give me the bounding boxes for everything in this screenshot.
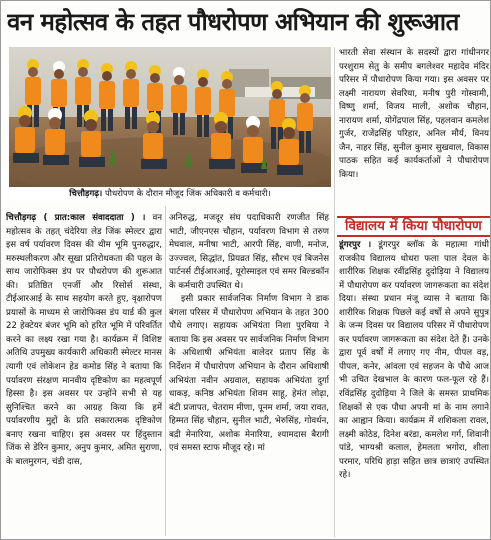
article-column-3-bottom — [339, 239, 489, 539]
body-text: वन महोत्सव के तहत् चंदेरिया लेड जिंक स्मेल्टर द्वारा इस वर्ष पर्यावरण दिवस की थीम भूमि पुनरुद्धार, मरुस्थलीकरण और सूखा प्रतिरोधकता की पहल के साथ जारोफिक्स डंप पर पौधरोपण की शुरूआत की। प्रतिष्ठित एनर्जी और रिसोर्स संस्था, टीईआरआई के साथ सहयोग करते हुए, वृक्षारोपण प्रयासों के माध्यम से जारोफिक्स डंप यार्ड की कुल 22 हेक्टेयर बंजर भूमि को हरित भूमि में परिवर्तित करने का लक्ष्य रखा गया है। कार्यक्रम में विशिष्ट अतिथि उपमुख्य कार्यकारी अधिकारी स्मेल्टर मानस त्यागी एवं लोकेशन हेड कमोड सिंह ने बताया कि पर्यावरण संरक्षण मानवीय दृष्टिकोण का महत्वपूर्ण हिस्सा है। इस अवसर पर उन्होंने सभी से यह सुनिश्चित करने का आग्रह किया कि हमें पर्यावरणीय मुद्दों के प्रति सकारात्मक दृष्टिकोण बनाए रखना चाहिए। इस अवसर पर हिंदुस्तान जिंक से डेरिन कुमार, अनुप कुमार, अमित सुराणा, के बालमुरगन, चंडी दास, — [6, 213, 162, 467]
article-column-2 — [169, 212, 329, 538]
news-photo — [9, 47, 331, 193]
dateline: चित्तौड़गढ़ ( प्रात:काल संवाददाता ) । — [6, 213, 146, 223]
article-column-1 — [6, 212, 162, 538]
body-text: इसी प्रकार सार्वजनिक निर्माण विभाग ने डाक बंगला परिसर में पौधारोपण अभियान के तहत 300 पौधे लगाए। सहायक अभियंता निशा पुरबिया ने बताया कि इस अवसर पर सार्वजनिक निर्माण विभाग के अधिशाषी अभियंता बालेदर प्रताप सिंह के निर्देशन में पौधारोपण अभियान के दौरान अधिशाषी अभियंता नवीन अग्रवाल, सहायक अभियंता दुर्गा धाकड़, कनिष्ठ अभियंता शिवम साहू, हेमंत लोढ़ा, बंटी प्रजापत, चेतराम मीणा, पूनम शर्मा, जया रावत, हिम्मत सिंह चौहान, सुनील भाटी, भेरुसिंह, गोवर्धन, बद्री मेनारिया, अशोक मेनारिया, श्यामदास बैरागी एवं समस्त स्टाफ मौजूद रहे। मां — [169, 294, 329, 454]
caption-place: चित्तौड़गढ़। — [69, 189, 103, 199]
subheadline: विद्यालय में किया पौधारोपण — [337, 216, 491, 237]
news-photo-illustration — [9, 47, 331, 193]
article-column-3-top — [339, 47, 489, 215]
body-text: भारती सेवा संस्थान के सदस्यों द्वारा गांधीनगर परशुराम सेतु के समीप बगलेश्वर महादेव मंदिर परिसर में पौधारोपण किया गया। इस अवसर पर लक्ष्मी नारायण सेवरिया, मनीष पुरी गोस्वामी, विष्णु शर्मा, विजय माली, अशोक चौहान, नारायण शर्मा, योगेंद्रपाल सिंह, पहलवान कमलेश गुर्जर, राजेंद्रसिंह परिहार, अनिल मौर्य, विनय जैन, नाहर सिंह, सुनील कुमार सुखवाल, विकास पाठक सहित कई कार्यकर्ताओं ने पौधारोपण किया। — [339, 48, 489, 180]
column-divider — [165, 206, 166, 536]
body-text: अनिरुद्ध, मजदूर संघ पदाधिकारी रणजीत सिंह भाटी, जीएनएस चौहान, पर्यावरण विभाग से तरुण मेघवाल, मनीषा भाटी, आरपी सिंह, वाणी, मनोज, उज्ज्वल, सिद्धांत, प्रियव्रत सिंह, सौरभ एवं बिजनेस पार्टनर्स टीईआरआई, यूरोस्माइल एवं समर बिल्डकॉन के कर्मचारी उपस्थित थे। — [169, 213, 329, 291]
body-text: डूंगरपुर ब्लॉक के महात्मा गांधी राजकीय विद्यालय धोधरा फला पाल देवल के शारीरिक शिक्षक रवींद्रसिंह दुदोड़िया ने विद्यालय में पौधारोपण कर पर्यावरण जागरूकता का संदेश दिया। संस्था प्रधान मंजू व्यास ने बताया कि शारीरिक शिक्षक पिछले कई वर्षों से अपने सुपुत्र के जन्म दिवस पर विद्यालय परिसर में पौधारोपण कर पर्यावरण जागरूकता का संदेश देते हैं। उनके द्वारा पूर्व वर्षों में लगाए गए नीम, पीपल वड़, पीपल, कनेर, आंवला एवं सहजन के पौधे आज भी उचित देखभाल के कारण फल-फूल रहे हैं। रविंद्रसिंह दुदोड़िया ने जिले के समस्त प्राथमिक शिक्षकों से एक पौधा अपनी मां के नाम लगाने का आह्वान किया। कार्यक्रम में शशिकला रावल, लक्ष्मी कोठेड, दिनेश बरंडा, कमलेश गर्ग, शिवानी पांडे, भाग्यश्री कलाल, हेमलता भगोरा, शीला परमार, परिधि हाड़ा सहित छात्र छात्राएं उपस्थित रहे। — [339, 240, 489, 481]
headline: वन महोत्सव के तहत पौधरोपण अभियान की शुरूआत — [7, 8, 459, 36]
caption-text: पौधरोपण के दौरान मौजूद जिंक अधिकारी व कर्मचारी। — [104, 189, 271, 199]
column-divider — [334, 47, 335, 537]
photo-caption — [9, 187, 331, 201]
dateline: डूंगरपुर । — [339, 240, 372, 250]
